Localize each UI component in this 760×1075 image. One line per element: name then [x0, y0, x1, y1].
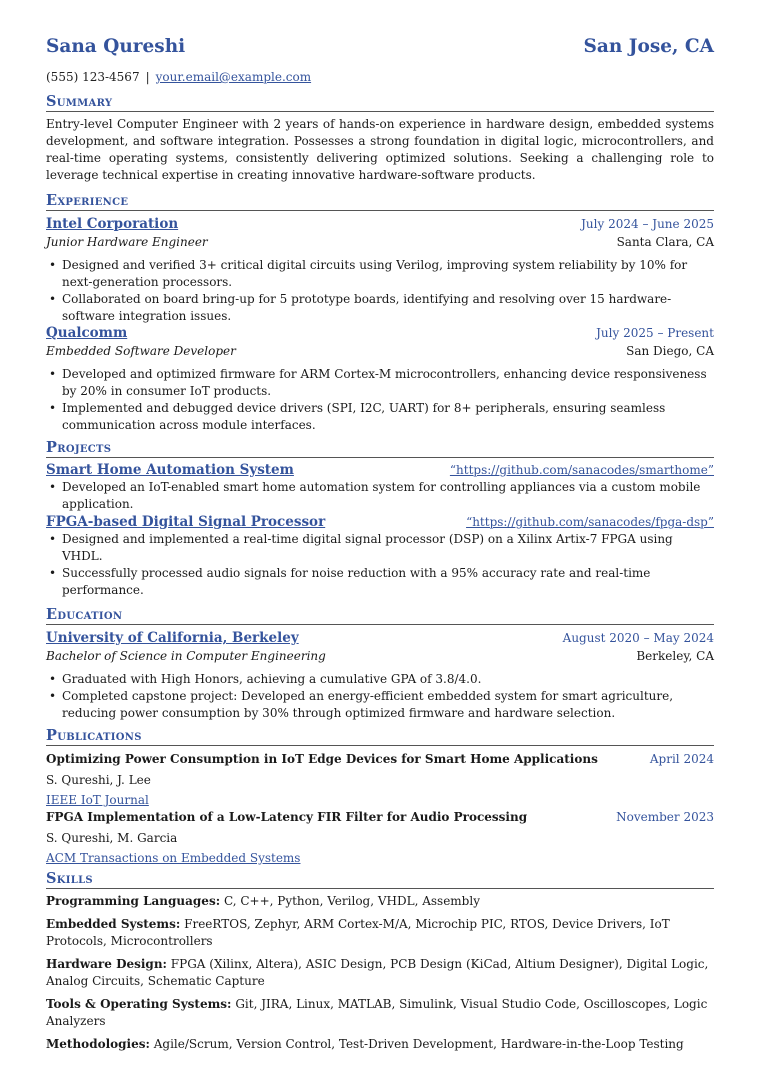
skill-row	[46, 893, 714, 910]
school-link[interactable]: University of California, Berkeley	[46, 630, 299, 646]
list-item: • Successfully processed audio signals for noise reduction with a 95% accuracy rate and real-time performance.	[46, 565, 714, 599]
publication-authors: S. Qureshi, J. Lee	[46, 773, 151, 787]
list-item: • Developed and optimized firmware for ARM Cortex-M microcontrollers, enhancing device responsiveness by 20% in consumer IoT products.	[46, 366, 714, 400]
publication-venue-link[interactable]: IEEE IoT Journal	[46, 793, 149, 807]
publication-date: November 2023	[616, 810, 714, 824]
publication-title: FPGA Implementation of a Low-Latency FIR Filter for Audio Processing	[46, 810, 528, 824]
phone-number: (555) 123-4567	[46, 70, 140, 84]
section-title-summary: Summary	[46, 92, 714, 112]
section-title-experience: Experience	[46, 191, 714, 211]
employer-link-intel[interactable]: Intel Corporation	[46, 216, 179, 232]
school-location: Berkeley, CA	[636, 649, 714, 663]
education-bullets	[46, 671, 714, 722]
education-dates: August 2020 – May 2024	[562, 631, 714, 645]
skill-label: Tools & Operating Systems:	[46, 997, 232, 1011]
publication-entry	[46, 809, 714, 867]
skill-row	[46, 996, 714, 1030]
publication-date: April 2024	[649, 752, 714, 766]
experience-entry-intel	[46, 216, 714, 325]
contact-line	[46, 69, 714, 87]
skill-row	[46, 956, 714, 990]
degree: Bachelor of Science in Computer Engineering	[46, 649, 326, 663]
email-link[interactable]: your.email@example.com	[155, 70, 312, 84]
employer-link-qualcomm[interactable]: Qualcomm	[46, 325, 128, 341]
skill-value: FreeRTOS, Zephyr, ARM Cortex-M/A, Microchip PIC, RTOS, Device Drivers, IoT Protocols, Microcontrollers	[46, 917, 670, 948]
experience-bullets	[46, 257, 714, 325]
skill-label: Programming Languages:	[46, 894, 221, 908]
skill-value: FPGA (Xilinx, Altera), ASIC Design, PCB Design (KiCad, Altium Designer), Digital Logic, Analog Circuits, Schematic Capture	[46, 957, 709, 988]
list-item: • Designed and implemented a real-time digital signal processor (DSP) on a Xilinx Artix-7 FPGA using VHDL.	[46, 531, 714, 565]
project-repo-link[interactable]: “https://github.com/sanacodes/fpga-dsp”	[466, 515, 714, 529]
publication-venue-link[interactable]: ACM Transactions on Embedded Systems	[46, 851, 301, 865]
summary-text: Entry-level Computer Engineer with 2 years of hands-on experience in hardware design, embedded systems development, and software integration. Possesses a strong foundation in digital logic, microcontrollers, and real-time operating systems, consistently delivering optimized solutions. Seeking a challenging role to leverage technical expertise in creating innovative hardware-software products.	[46, 117, 714, 182]
section-title-skills: Skills	[46, 869, 714, 889]
list-item: • Implemented and debugged device drivers (SPI, I2C, UART) for 8+ peripherals, ensuring seamless communication across module interfaces.	[46, 400, 714, 434]
section-title-education: Education	[46, 605, 714, 625]
resume-header	[46, 38, 714, 68]
section-title-projects: Projects	[46, 438, 714, 458]
skill-row	[46, 1036, 714, 1053]
job-location: Santa Clara, CA	[616, 235, 714, 249]
skill-value: Git, JIRA, Linux, MATLAB, Simulink, Visual Studio Code, Oscilloscopes, Logic Analyzers	[46, 997, 708, 1028]
education-entry	[46, 630, 714, 722]
project-name-link[interactable]: FPGA-based Digital Signal Processor	[46, 514, 326, 530]
project-header-smarthome	[46, 462, 714, 479]
experience-dates: July 2024 – June 2025	[581, 217, 714, 231]
skill-label: Embedded Systems:	[46, 917, 181, 931]
job-title: Junior Hardware Engineer	[46, 235, 208, 249]
experience-bullets	[46, 366, 714, 434]
section-title-publications: Publications	[46, 726, 714, 746]
candidate-location: San Jose, CA	[583, 36, 714, 57]
job-location: San Diego, CA	[626, 344, 714, 358]
publication-entry	[46, 751, 714, 809]
job-title: Embedded Software Developer	[46, 344, 236, 358]
project-repo-link[interactable]: “https://github.com/sanacodes/smarthome”	[449, 463, 714, 477]
experience-entry-qualcomm	[46, 325, 714, 434]
project-header-fpga	[46, 514, 714, 531]
list-item: • Developed an IoT-enabled smart home automation system for controlling appliances via a custom mobile application.	[46, 479, 714, 513]
list-item: • Designed and verified 3+ critical digital circuits using Verilog, improving system reliability by 10% for next-generation processors.	[46, 257, 714, 291]
skill-value: C, C++, Python, Verilog, VHDL, Assembly	[223, 894, 480, 908]
skill-row	[46, 916, 714, 950]
contact-separator: |	[145, 70, 150, 84]
publication-title: Optimizing Power Consumption in IoT Edge Devices for Smart Home Applications	[46, 752, 598, 766]
skill-value: Agile/Scrum, Version Control, Test-Driven Development, Hardware-in-the-Loop Testing	[153, 1037, 684, 1051]
list-item: • Graduated with High Honors, achieving a cumulative GPA of 3.8/4.0.	[46, 671, 714, 688]
project-name-link[interactable]: Smart Home Automation System	[46, 462, 294, 478]
skill-label: Hardware Design:	[46, 957, 167, 971]
candidate-name: Sana Qureshi	[46, 36, 186, 57]
experience-dates: July 2025 – Present	[596, 326, 714, 340]
skill-label: Methodologies:	[46, 1037, 150, 1051]
list-item: • Completed capstone project: Developed an energy-efficient embedded system for smart agriculture, reducing power consumption by 30% through optimized firmware and hardware selection.	[46, 688, 714, 722]
publication-authors: S. Qureshi, M. Garcia	[46, 831, 178, 845]
list-item: • Collaborated on board bring-up for 5 prototype boards, identifying and resolving over 15 hardware-software integration issues.	[46, 291, 714, 325]
project-bullets	[46, 479, 714, 513]
project-bullets	[46, 531, 714, 599]
